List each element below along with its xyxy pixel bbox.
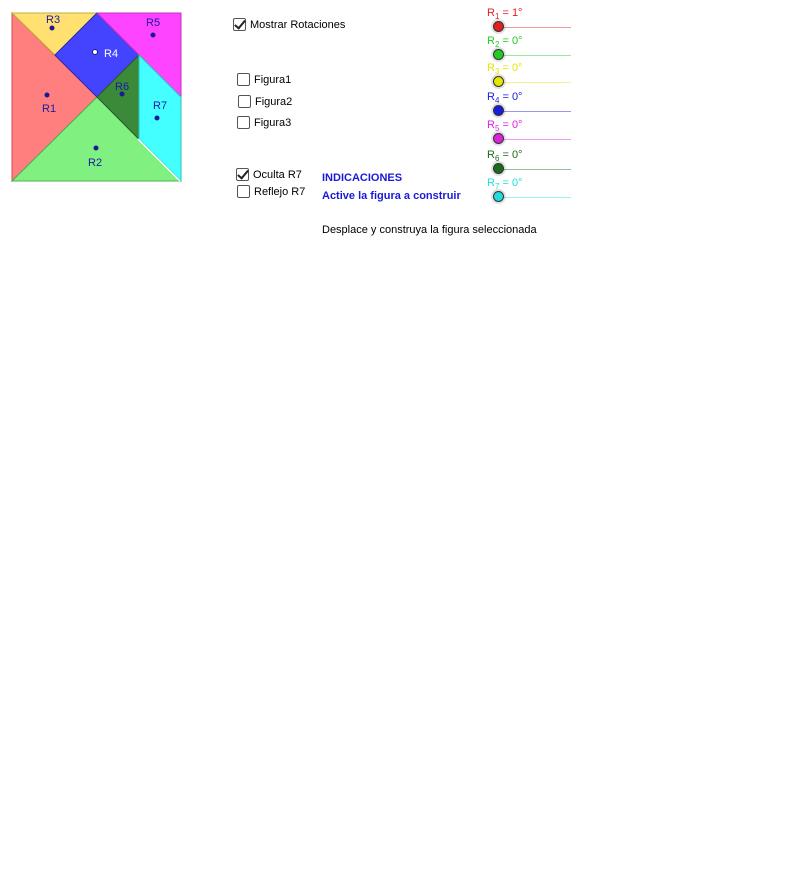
slider-r3-knob[interactable] [493,76,504,87]
slider-r5-label [487,119,522,133]
slider-r4-knob[interactable] [493,105,504,116]
slider-r4-subscript: 4 [494,96,500,106]
reflect-r7-box[interactable] [237,185,250,198]
tangram-canvas [0,0,200,200]
r4-point[interactable] [93,50,98,55]
slider-r5-track[interactable] [499,139,571,140]
r7-point[interactable] [155,116,160,121]
slider-r1[interactable] [480,7,580,35]
figura3-box[interactable] [237,116,250,129]
slider-r2-track[interactable] [499,55,571,56]
slider-r7-track[interactable] [499,197,571,198]
figura1-checkbox[interactable] [237,73,291,86]
slider-r6-value: = 0° [499,149,523,161]
slider-r3-value: = 0° [499,62,523,74]
figura3-checkbox[interactable] [237,116,291,129]
r2-point[interactable] [94,146,99,151]
slider-r2-value: = 0° [499,35,523,47]
slider-r5-value: = 0° [499,119,523,131]
figura2-label: Figura2 [255,95,293,108]
slider-r7-name: R [487,177,495,189]
slider-r6-knob[interactable] [493,163,504,174]
r1-point[interactable] [45,93,50,98]
slider-r7-subscript: 7 [494,182,500,192]
r5-point[interactable] [151,33,156,38]
slider-r6[interactable] [480,149,580,177]
r6-label: R6 [115,81,130,93]
r2-label: R2 [88,157,103,169]
slider-r5-knob[interactable] [493,133,504,144]
hide-r7-label: Oculta R7 [253,168,302,181]
show-rotations-label: Mostrar Rotaciones [250,18,346,31]
slider-r3-label [487,62,522,76]
slider-r7-knob[interactable] [493,191,504,202]
slider-r4-value: = 0° [499,91,523,103]
r3-point[interactable] [50,26,55,31]
r4-label: R4 [104,48,119,60]
figura2-checkbox[interactable] [238,95,292,108]
r5-label: R5 [146,17,161,29]
slider-r1-subscript: 1 [494,12,500,22]
slider-r6-track[interactable] [499,169,571,170]
slider-r7-value: = 0° [499,177,523,189]
slider-r6-name: R [487,149,495,161]
slider-r7-label [487,177,522,191]
instructions-title: INDICACIONES [322,172,403,184]
slider-r6-label [487,149,522,163]
slider-r5[interactable] [480,119,580,147]
slider-r5-name: R [487,119,495,131]
r1-label: R1 [42,103,57,115]
slider-r1-value: = 1° [499,7,523,19]
slider-r1-track[interactable] [499,27,571,28]
slider-r4-track[interactable] [499,111,571,112]
show-rotations-checkbox[interactable] [233,18,345,31]
slider-r3-track[interactable] [499,82,571,83]
slider-r2-knob[interactable] [493,49,504,60]
slider-r2[interactable] [480,35,580,63]
slider-r1-name: R [487,7,495,19]
slider-r4[interactable] [480,91,580,119]
instructions-line2: Desplace y construya la figura seleccionada [322,224,537,236]
slider-r1-knob[interactable] [493,21,504,32]
slider-r2-name: R [487,35,495,47]
slider-r3-name: R [487,62,495,74]
r3-label: R3 [46,14,61,26]
slider-r4-name: R [487,91,495,103]
slider-r7[interactable] [480,177,580,205]
figura2-box[interactable] [238,95,251,108]
slider-r3-subscript: 3 [494,67,500,77]
figura1-box[interactable] [237,73,250,86]
hide-r7-checkbox[interactable] [236,168,302,181]
show-rotations-box[interactable] [233,18,246,31]
hide-r7-box[interactable] [236,168,249,181]
slider-r1-label [487,7,522,21]
slider-r5-subscript: 5 [494,124,500,134]
r7-label: R7 [153,100,168,112]
slider-r4-label [487,91,522,105]
slider-r3[interactable] [480,62,580,90]
instructions-line1: Active la figura a construir [322,190,461,202]
figura3-label: Figura3 [254,116,292,129]
reflect-r7-checkbox[interactable] [237,185,305,198]
slider-r6-subscript: 6 [494,154,500,164]
slider-r2-label [487,35,522,49]
reflect-r7-label: Reflejo R7 [254,185,306,198]
slider-r2-subscript: 2 [494,40,500,50]
figura1-label: Figura1 [254,73,292,86]
